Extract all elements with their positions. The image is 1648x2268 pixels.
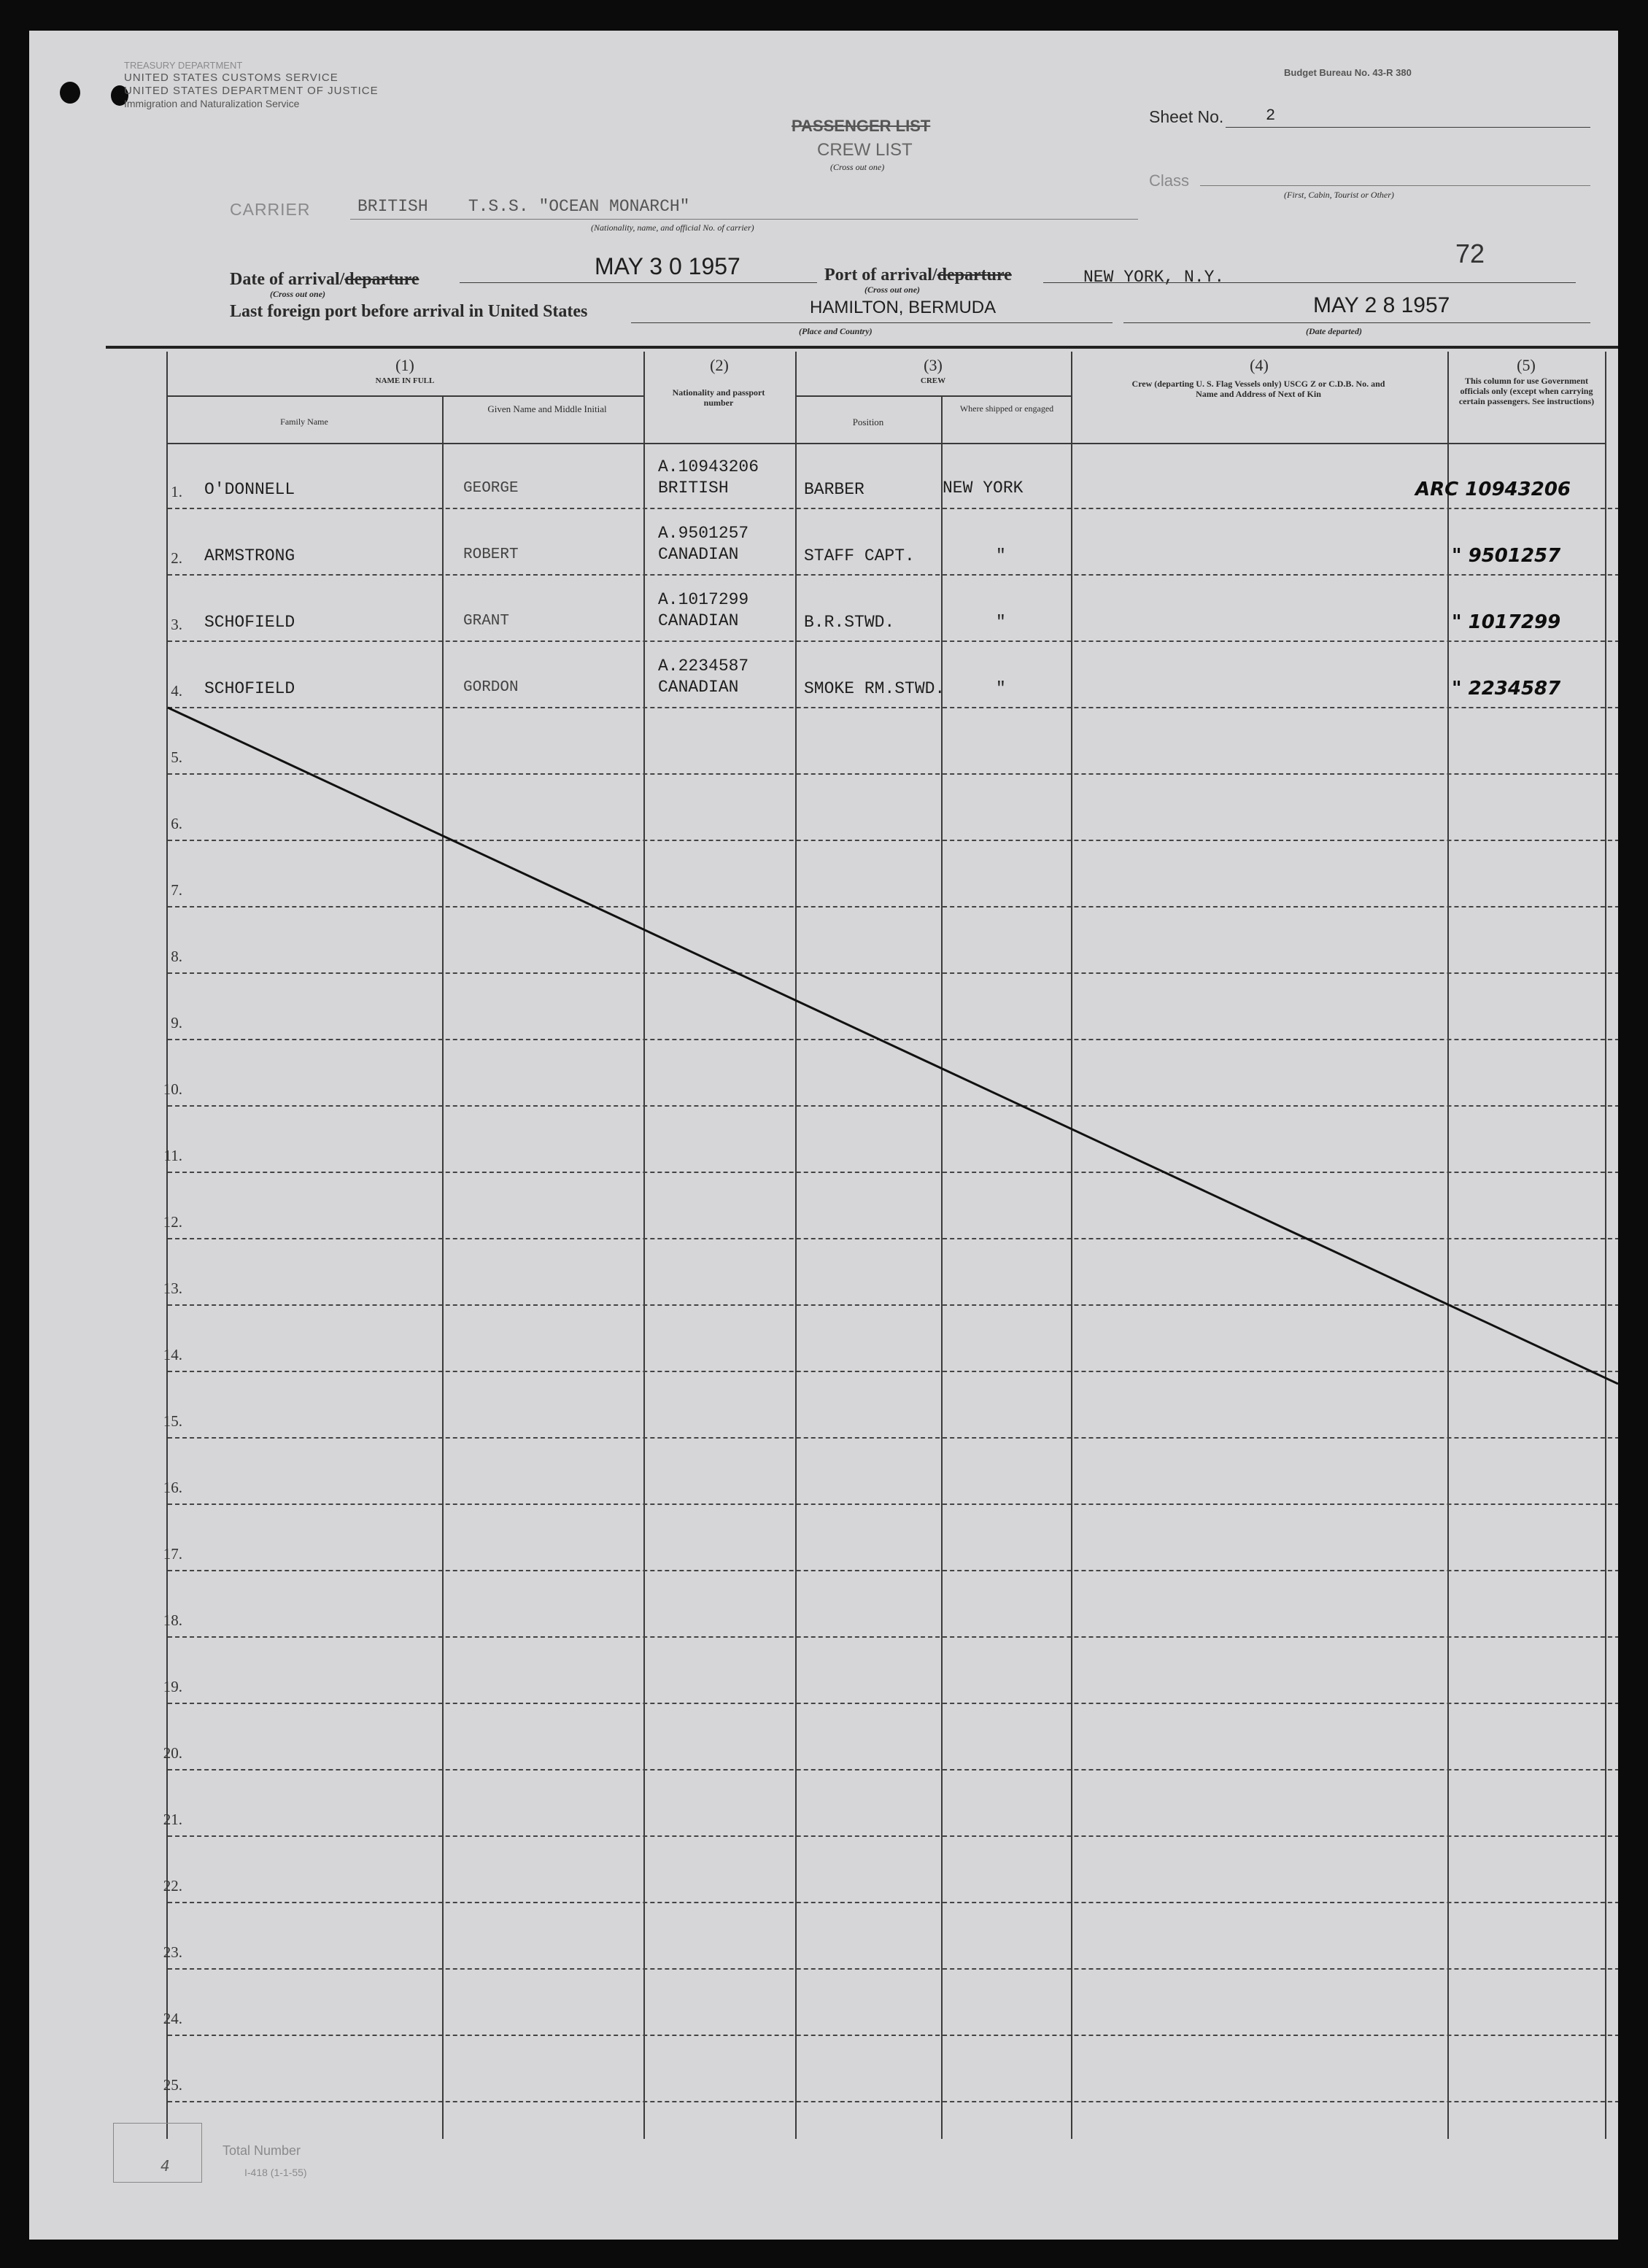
stamp-number: 72 <box>1455 239 1485 268</box>
agency-line-4: Immigration and Naturalization Service <box>124 98 300 109</box>
col1-given-header: Given Name and Middle Initial <box>487 403 607 414</box>
family-name-cell: O'DONNELL <box>204 480 295 499</box>
position-cell: SMOKE RM.STWD. <box>804 679 945 698</box>
arrival-struck-text: departure <box>344 270 419 289</box>
col1-number: (1) <box>395 356 414 374</box>
agency-line-1: TREASURY DEPARTMENT <box>124 60 243 71</box>
form-number: I-418 (1-1-55) <box>244 2167 307 2178</box>
row-number: 2. <box>171 549 182 567</box>
row-number: 4. <box>171 682 182 700</box>
family-name-cell: SCHOFIELD <box>204 679 295 698</box>
row-number: 5. <box>171 748 182 766</box>
given-name-cell: GRANT <box>463 613 510 630</box>
row-number: 21. <box>163 1811 182 1828</box>
passport-cell: A.2234587 <box>658 657 749 676</box>
class-label: Class <box>1149 171 1190 190</box>
crew-list-title: CREW LIST <box>817 140 913 160</box>
row-number: 19. <box>163 1678 182 1695</box>
passport-cell: A.9501257 <box>658 524 749 543</box>
port-label-text: Port of arrival/ <box>824 266 937 285</box>
sheet-label: Sheet No. <box>1149 107 1224 126</box>
col3-title: CREW <box>920 376 946 385</box>
arrival-date: MAY 3 0 1957 <box>595 253 740 279</box>
carrier-hint: (Nationality, name, and official No. of carrier) <box>591 222 754 233</box>
col1-family-header: Family Name <box>280 417 328 427</box>
row-number: 20. <box>163 1744 182 1762</box>
family-name-cell: SCHOFIELD <box>204 613 295 632</box>
row-number: 7. <box>171 881 182 899</box>
carrier-value: BRITISH T.S.S. "OCEAN MONARCH" <box>357 197 690 216</box>
given-name-cell: ROBERT <box>463 546 519 563</box>
row-number: 8. <box>171 948 182 965</box>
row-number: 9. <box>171 1014 182 1032</box>
col3-number: (3) <box>924 356 943 374</box>
agency-line-2: UNITED STATES CUSTOMS SERVICE <box>124 71 339 84</box>
official-use-cell: " 2234587 <box>1452 678 1561 700</box>
date-departed-hint: (Date departed) <box>1306 326 1362 336</box>
row-number: 16. <box>163 1479 182 1496</box>
where-engaged-cell: " <box>996 546 1006 565</box>
col3-position-header: Position <box>852 417 884 427</box>
row-number: 14. <box>163 1346 182 1363</box>
row-number: 25. <box>163 2076 182 2094</box>
row-number: 22. <box>163 1877 182 1894</box>
col3-where-header: Where shipped or engaged <box>959 403 1054 414</box>
total-number-value: 4 <box>160 2157 170 2175</box>
row-number: 23. <box>163 1943 182 1961</box>
official-use-cell: " 9501257 <box>1452 545 1561 567</box>
passport-cell: A.1017299 <box>658 590 749 609</box>
where-engaged-cell: " <box>996 613 1006 632</box>
family-name-cell: ARMSTRONG <box>204 546 295 565</box>
nationality-cell: CANADIAN <box>658 611 739 630</box>
col1-title: NAME IN FULL <box>375 376 435 385</box>
class-hint: (First, Cabin, Tourist or Other) <box>1284 190 1394 200</box>
arrival-cross-out-hint: (Cross out one) <box>270 289 326 299</box>
position-cell: B.R.STWD. <box>804 613 895 632</box>
col2-title: Nationality and passport number <box>672 387 765 408</box>
row-number: 24. <box>163 2010 182 2027</box>
total-number-label: Total Number <box>223 2143 301 2158</box>
document-page <box>29 31 1618 2240</box>
col2-number: (2) <box>710 356 729 374</box>
col4-number: (4) <box>1250 356 1269 374</box>
arrival-label-text: Date of arrival/ <box>230 270 345 289</box>
row-number: 18. <box>163 1611 182 1629</box>
official-use-cell: " 1017299 <box>1452 611 1561 633</box>
passport-cell: A.10943206 <box>658 457 759 476</box>
col5-title: This column for use Government officials only (except when carrying certain passengers. See instructions) <box>1458 376 1595 406</box>
where-engaged-cell: NEW YORK <box>943 479 1024 498</box>
date-departed: MAY 2 8 1957 <box>1313 293 1450 317</box>
sheet-number: 2 <box>1266 107 1276 125</box>
port-struck-text: departure <box>937 266 1012 285</box>
port-cross-out-hint: (Cross out one) <box>864 285 921 295</box>
carrier-label: CARRIER <box>230 200 311 219</box>
position-cell: BARBER <box>804 480 864 499</box>
total-number-box <box>113 2123 202 2183</box>
row-number: 15. <box>163 1412 182 1430</box>
row-number: 6. <box>171 815 182 832</box>
place-hint: (Place and Country) <box>799 326 873 336</box>
row-number: 17. <box>163 1545 182 1563</box>
row-number: 13. <box>163 1280 182 1297</box>
position-cell: STAFF CAPT. <box>804 546 915 565</box>
where-engaged-cell: " <box>996 679 1006 698</box>
last-port-label: Last foreign port before arrival in United States <box>230 302 588 321</box>
agency-line-3: UNITED STATES DEPARTMENT OF JUSTICE <box>124 85 379 97</box>
row-number: 12. <box>163 1213 182 1231</box>
nationality-cell: CANADIAN <box>658 545 739 564</box>
nationality-cell: BRITISH <box>658 479 729 498</box>
row-number: 3. <box>171 616 182 633</box>
last-port-value: HAMILTON, BERMUDA <box>810 298 997 317</box>
official-use-cell: ARC 10943206 <box>1415 479 1571 500</box>
title-cross-out-hint: (Cross out one) <box>830 162 885 172</box>
row-number: 1. <box>171 483 182 500</box>
budget-bureau-number: Budget Bureau No. 43-R 380 <box>1284 67 1412 78</box>
col5-number: (5) <box>1517 356 1536 374</box>
row-number: 10. <box>163 1080 182 1098</box>
port-value: NEW YORK, N.Y. <box>1083 268 1225 287</box>
given-name-cell: GEORGE <box>463 480 519 497</box>
nationality-cell: CANADIAN <box>658 678 739 697</box>
col4-title: Crew (departing U. S. Flag Vessels only) USCG Z or C.D.B. No. and Name and Address of Next of Kin <box>1131 379 1385 399</box>
cancel-diagonal-line <box>29 31 1618 2240</box>
passenger-list-title-struck: PASSENGER LIST <box>792 117 931 135</box>
row-number: 11. <box>163 1147 182 1164</box>
given-name-cell: GORDON <box>463 679 519 696</box>
